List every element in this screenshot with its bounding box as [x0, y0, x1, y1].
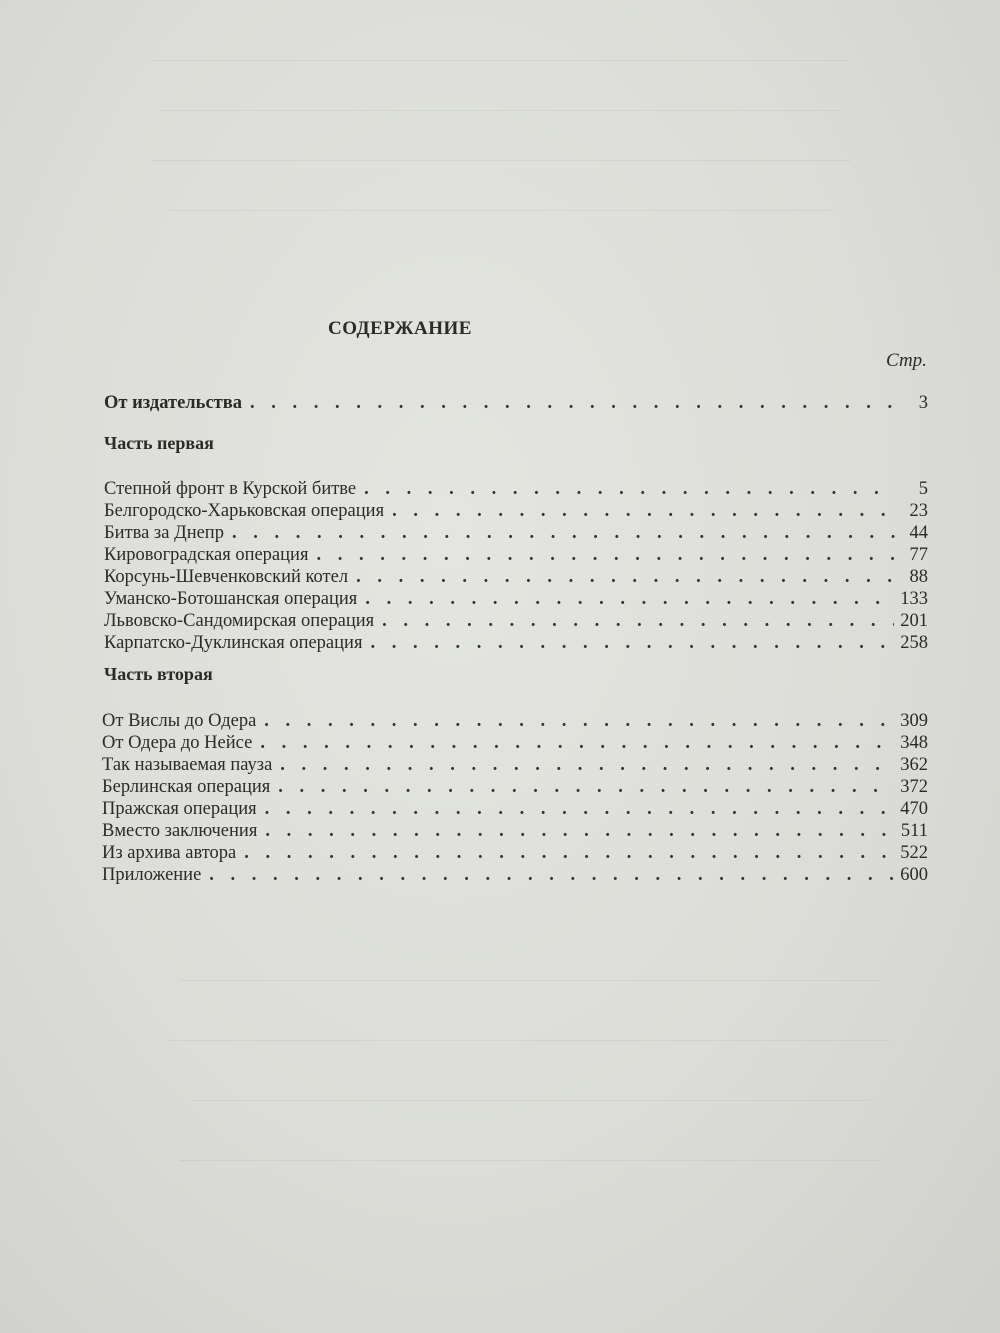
leader-dots	[250, 392, 896, 414]
toc-entry[interactable]	[104, 500, 928, 522]
toc-entry-page: 258	[900, 633, 928, 653]
toc-entry[interactable]	[102, 798, 928, 820]
toc-entry[interactable]	[104, 610, 928, 632]
toc-entry-page: 23	[909, 501, 928, 521]
toc-entry-title: Белгородско-Харьковская операция	[104, 501, 385, 521]
toc-entry[interactable]	[104, 566, 928, 588]
toc-entry-title: Степной фронт в Курской битве	[104, 479, 357, 499]
toc-entry-title: Корсунь-Шевченковский котел	[104, 567, 349, 587]
toc-entry-title: От Вислы до Одера	[102, 711, 257, 731]
toc-entry-intro[interactable]	[104, 392, 928, 414]
leader-dots	[265, 798, 895, 820]
toc-entry-page: 511	[900, 821, 928, 841]
toc-entry-title: Вместо заключения	[102, 821, 258, 841]
leader-dots	[364, 478, 896, 500]
show-through-line	[190, 1100, 870, 1101]
show-through-line	[170, 210, 830, 211]
toc-entry-page: 88	[909, 567, 928, 587]
toc-entry-title: Пражская операция	[102, 799, 257, 819]
leader-dots	[356, 566, 896, 588]
part-one-heading: Часть первая	[104, 433, 214, 453]
toc-entry-page: 600	[900, 865, 928, 885]
toc-entry[interactable]	[104, 478, 928, 500]
leader-dots	[316, 544, 896, 566]
leader-dots	[280, 754, 894, 776]
toc-entry-title: Карпатско-Дуклинская операция	[104, 633, 363, 653]
toc-entry[interactable]	[102, 754, 928, 776]
toc-entry-title: Из архива автора	[102, 843, 237, 863]
toc-entry-title: Львовско-Сандомирская операция	[104, 611, 375, 631]
toc-entry[interactable]	[102, 842, 928, 864]
toc-entry-page: 348	[900, 733, 928, 753]
toc-entry-title: От издательства	[104, 393, 242, 413]
toc-entry-title: Так называемая пауза	[102, 755, 273, 775]
toc-entry[interactable]	[102, 820, 928, 842]
show-through-line	[180, 980, 880, 981]
show-through-line	[180, 1160, 880, 1161]
show-through-line	[170, 1040, 890, 1041]
toc-entry-title: От Одера до Нейсе	[102, 733, 253, 753]
leader-dots	[232, 522, 896, 544]
part-two-heading: Часть вторая	[104, 664, 213, 684]
leader-dots	[260, 732, 894, 754]
leader-dots	[392, 500, 896, 522]
toc-entry-page: 77	[909, 545, 928, 565]
page-column-label: Стр.	[886, 350, 927, 371]
toc-entry[interactable]	[104, 588, 928, 610]
leader-dots	[209, 864, 894, 886]
toc-entry[interactable]	[102, 864, 928, 886]
leader-dots	[244, 842, 894, 864]
toc-entry-title: Уманско-Ботошанская операция	[104, 589, 358, 609]
toc-entry-title: Берлинская операция	[102, 777, 271, 797]
toc-entry[interactable]	[102, 710, 928, 732]
toc-entry-page: 3	[918, 393, 928, 413]
toc-entry-page: 522	[900, 843, 928, 863]
toc-entry-page: 44	[909, 523, 928, 543]
toc-entry[interactable]	[104, 632, 928, 654]
leader-dots	[265, 820, 895, 842]
show-through-line	[160, 110, 840, 111]
contents-heading: СОДЕРЖАНИЕ	[328, 318, 472, 339]
leader-dots	[264, 710, 894, 732]
toc-entry-page: 470	[900, 799, 928, 819]
leader-dots	[278, 776, 894, 798]
leader-dots	[382, 610, 894, 632]
toc-entry-page: 133	[900, 589, 928, 609]
toc-entry[interactable]	[104, 544, 928, 566]
toc-entry-title: Приложение	[102, 865, 202, 885]
toc-entry-title: Битва за Днепр	[104, 523, 224, 543]
toc-entry-page: 309	[900, 711, 928, 731]
toc-entry-page: 5	[918, 479, 928, 499]
toc-entry[interactable]	[104, 522, 928, 544]
show-through-line	[150, 60, 850, 61]
toc-entry-page: 201	[900, 611, 928, 631]
show-through-line	[150, 160, 850, 161]
toc-entry[interactable]	[102, 776, 928, 798]
toc-entry-title: Кировоградская операция	[104, 545, 309, 565]
leader-dots	[365, 588, 894, 610]
toc-entry-page: 362	[900, 755, 928, 775]
toc-entry[interactable]	[102, 732, 928, 754]
toc-entry-page: 372	[900, 777, 928, 797]
leader-dots	[370, 632, 894, 654]
